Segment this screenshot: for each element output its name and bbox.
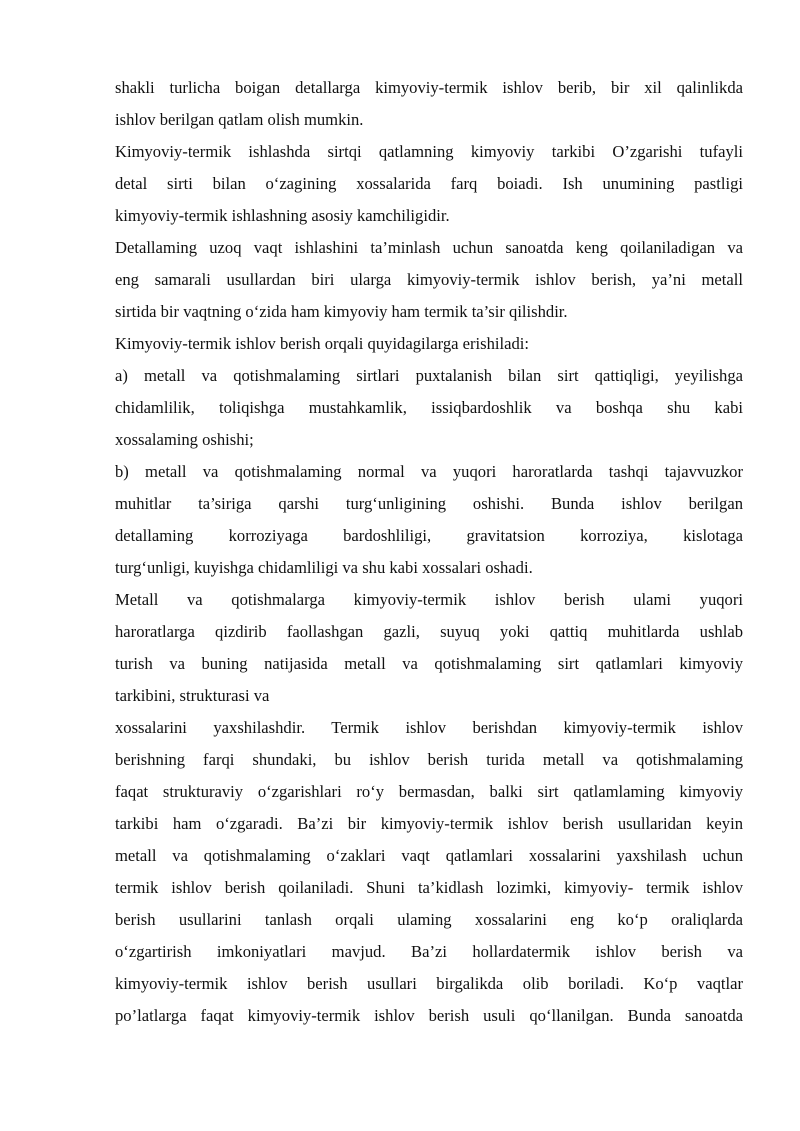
text-line: termik ishlov berish qoilaniladi. Shuni ta’kidlash lozimki, kimyoviy- termik ishlov bbox=[115, 878, 743, 897]
text-line: metall va qotishmalaming o‘zaklari vaqt qatlamlari xossalarini yaxshilash uchun bbox=[115, 846, 743, 865]
text-line: b) metall va qotishmalaming normal va yuqori haroratlarda tashqi tajavvuzkor bbox=[115, 462, 743, 481]
text-line: turish va buning natijasida metall va qotishmalaming sirt qatlamlari kimyoviy bbox=[115, 654, 743, 673]
text-line: Kimyoviy-termik ishlov berish orqali quyidagilarga erishiladi: bbox=[115, 334, 530, 353]
text-line: sirtida bir vaqtning o‘zida ham kimyoviy ham termik ta’sir qilishdir. bbox=[115, 302, 568, 321]
text-line: a) metall va qotishmalaming sirtlari puxtalanish bilan sirt qattiqligi, yeyilishga bbox=[115, 366, 743, 385]
text-line: haroratlarga qizdirib faollashgan gazli, suyuq yoki qattiq muhitlarda ushlab bbox=[115, 622, 743, 641]
text-line: shakli turlicha boigan detallarga kimyoviy-termik ishlov berib, bir xil qalinlikda bbox=[115, 78, 743, 97]
text-line: ishlov berilgan qatlam olish mumkin. bbox=[115, 110, 364, 129]
text-line: detal sirti bilan o‘zagining xossalarida farq boiadi. Ish unumining pastligi bbox=[115, 174, 743, 193]
text-line: kimyoviy-termik ishlov berish usullari birgalikda olib boriladi. Ko‘p vaqtlar bbox=[115, 974, 743, 993]
text-line: po’latlarga faqat kimyoviy-termik ishlov berish usuli qo‘llanilgan. Bunda sanoatda bbox=[115, 1006, 743, 1025]
text-line: detallaming korroziyaga bardoshliligi, gravitatsion korroziya, kislotaga bbox=[115, 526, 743, 545]
text-line: Metall va qotishmalarga kimyoviy-termik ishlov berish ulami yuqori bbox=[115, 590, 743, 609]
text-line: tarkibi ham o‘zgaradi. Ba’zi bir kimyoviy-termik ishlov berish usullaridan keyin bbox=[115, 814, 743, 833]
text-line: turg‘unligi, kuyishga chidamliligi va shu kabi xossalari oshadi. bbox=[115, 558, 533, 577]
text-line: muhitlar ta’siriga qarshi turg‘unligining oshishi. Bunda ishlov berilgan bbox=[115, 494, 743, 513]
text-line: berishning farqi shundaki, bu ishlov berish turida metall va qotishmalaming bbox=[115, 750, 743, 769]
text-line: Kimyoviy-termik ishlashda sirtqi qatlamning kimyoviy tarkibi O’zgarishi tufayli bbox=[115, 142, 743, 161]
text-line: xossalarini yaxshilashdir. Termik ishlov berishdan kimyoviy-termik ishlov bbox=[115, 718, 743, 737]
text-line: xossalaming oshishi; bbox=[115, 430, 254, 449]
text-line: kimyoviy-termik ishlashning asosiy kamchiligidir. bbox=[115, 206, 450, 225]
body-text bbox=[115, 74, 743, 1034]
text-line: Detallaming uzoq vaqt ishlashini ta’minlash uchun sanoatda keng qoilaniladigan va bbox=[115, 238, 743, 257]
text-line: faqat strukturaviy o‘zgarishlari ro‘y bermasdan, balki sirt qatlamlaming kimyoviy bbox=[115, 782, 743, 801]
text-line: tarkibini, strukturasi va bbox=[115, 686, 270, 705]
text-line: eng samarali usullardan biri ularga kimyoviy-termik ishlov berish, ya’ni metall bbox=[115, 270, 743, 289]
text-line: o‘zgartirish imkoniyatlari mavjud. Ba’zi hollardatermik ishlov berish va bbox=[115, 942, 743, 961]
text-line: chidamlilik, toliqishga mustahkamlik, issiqbardoshlik va boshqa shu kabi bbox=[115, 398, 743, 417]
text-line: berish usullarini tanlash orqali ulaming xossalarini eng ko‘p oraliqlarda bbox=[115, 910, 743, 929]
